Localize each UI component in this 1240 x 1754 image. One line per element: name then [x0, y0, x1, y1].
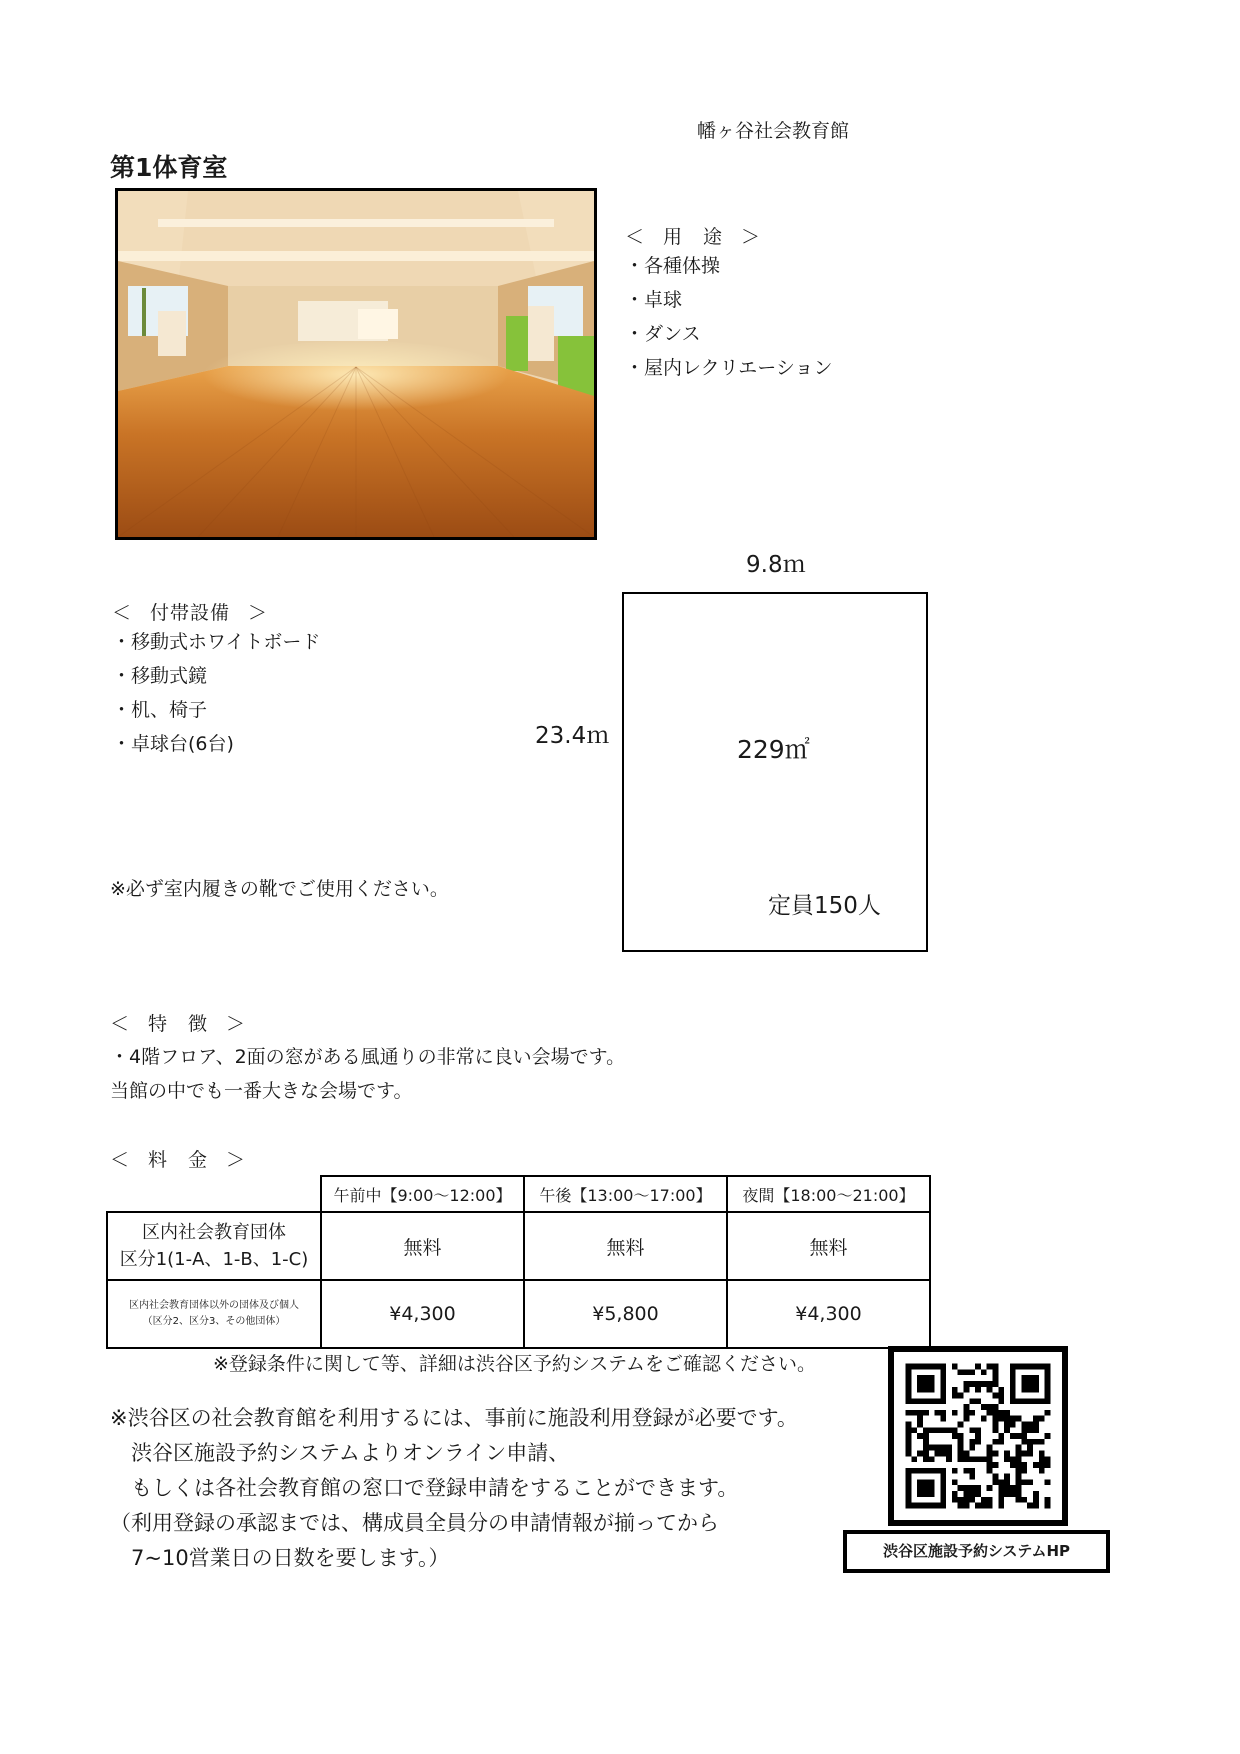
category-line: 区分1(1-A、1-B、1-C) — [119, 1249, 309, 1270]
indoor-shoes-note: ※必ず室内履きの靴でご使用ください。 — [110, 878, 449, 900]
facility-name: 幡ヶ谷社会教育館 — [697, 120, 850, 142]
features-section — [110, 1009, 625, 1108]
registration-line: 7~10営業日の日数を要します。） — [110, 1546, 450, 1570]
list-item: ・移動式鏡 — [112, 665, 208, 687]
list-item: ・屋内レクリエーション — [625, 357, 833, 379]
fee-cell: ¥4,300 — [727, 1280, 930, 1348]
features-heading-close: ＞ — [226, 1013, 247, 1035]
uses-list — [625, 249, 832, 385]
table-row — [107, 1280, 930, 1348]
features-heading-text: 特 徴 — [148, 1013, 209, 1035]
fee-table — [106, 1175, 931, 1349]
uses-section — [625, 222, 832, 385]
registration-line: 渋谷区施設予約システムよりオンライン申請、 — [110, 1441, 570, 1465]
fee-cell: ¥5,800 — [524, 1280, 727, 1348]
table-row — [107, 1212, 930, 1280]
table-corner-cell — [107, 1176, 321, 1212]
category-line: （区分2、区分3、その他団体） — [142, 1316, 286, 1327]
equipment-heading — [112, 598, 320, 625]
category-cell — [107, 1212, 321, 1280]
gymnasium-photo-image — [118, 191, 594, 537]
equipment-heading-close: ＞ — [248, 602, 269, 624]
list-item: ・各種体操 — [625, 255, 721, 277]
room-title: 第1体育室 — [110, 153, 228, 182]
period-afternoon-header: 午後【13:00～17:00】 — [524, 1176, 727, 1212]
list-item: ・移動式ホワイトボード — [112, 631, 321, 653]
reservation-system-link[interactable]: 渋谷区施設予約システムHP — [843, 1530, 1110, 1573]
table-header-row — [107, 1176, 930, 1212]
equipment-section — [112, 598, 320, 761]
fee-cell: 無料 — [727, 1212, 930, 1280]
registration-line: もしくは各社会教育館の窓口で登録申請をすることができます。 — [110, 1476, 739, 1500]
equipment-heading-open: ＜ — [112, 602, 133, 624]
fees-heading — [110, 1145, 246, 1172]
qr-code-icon[interactable] — [888, 1346, 1068, 1526]
fee-cell: 無料 — [321, 1212, 524, 1280]
capacity-label: 定員150人 — [768, 893, 881, 919]
fee-cell: ¥4,300 — [321, 1280, 524, 1348]
floor-width-label: 9.8ｍ — [746, 552, 806, 578]
equipment-heading-text: 付帯設備 — [150, 602, 231, 624]
uses-heading-text: 用 途 — [663, 226, 724, 248]
equipment-list — [112, 625, 320, 761]
features-heading-open: ＜ — [110, 1013, 131, 1035]
registration-info — [110, 1401, 798, 1576]
fee-cell: 無料 — [524, 1212, 727, 1280]
registration-line: ※渋谷区の社会教育館を利用するには、事前に施設利用登録が必要です。 — [110, 1406, 798, 1430]
period-morning-header: 午前中【9:00～12:00】 — [321, 1176, 524, 1212]
list-item: ・卓球 — [625, 289, 683, 311]
features-line: 当館の中でも一番大きな会場です。 — [110, 1080, 413, 1102]
fees-heading-text: 料 金 — [148, 1149, 209, 1171]
features-heading — [110, 1009, 625, 1036]
fees-heading-close: ＞ — [226, 1149, 247, 1171]
floor-area-label: 229㎡ — [737, 735, 810, 764]
list-item: ・ダンス — [625, 323, 701, 345]
uses-heading — [625, 222, 832, 249]
list-item: ・机、椅子 — [112, 699, 208, 721]
registration-line: （利用登録の承認までは、構成員全員分の申請情報が揃ってから — [110, 1511, 719, 1535]
fees-heading-open: ＜ — [110, 1149, 131, 1171]
registration-condition-note: ※登録条件に関して等、詳細は渋谷区予約システムをご確認ください。 — [213, 1353, 817, 1375]
category-line: 区内社会教育団体以外の団体及び個人 — [129, 1300, 299, 1311]
list-item: ・卓球台(6台) — [112, 733, 234, 755]
qr-code-graphic — [894, 1352, 1062, 1520]
category-line: 区内社会教育団体 — [142, 1222, 286, 1243]
uses-heading-open: ＜ — [625, 226, 646, 248]
floor-length-label: 23.4ｍ — [535, 723, 610, 749]
uses-heading-close: ＞ — [741, 226, 762, 248]
period-evening-header: 夜間【18:00～21:00】 — [727, 1176, 930, 1212]
gymnasium-photo — [115, 188, 597, 540]
features-line: ・4階フロア、2面の窓がある風通りの非常に良い会場です。 — [110, 1046, 626, 1068]
category-cell — [107, 1280, 321, 1348]
